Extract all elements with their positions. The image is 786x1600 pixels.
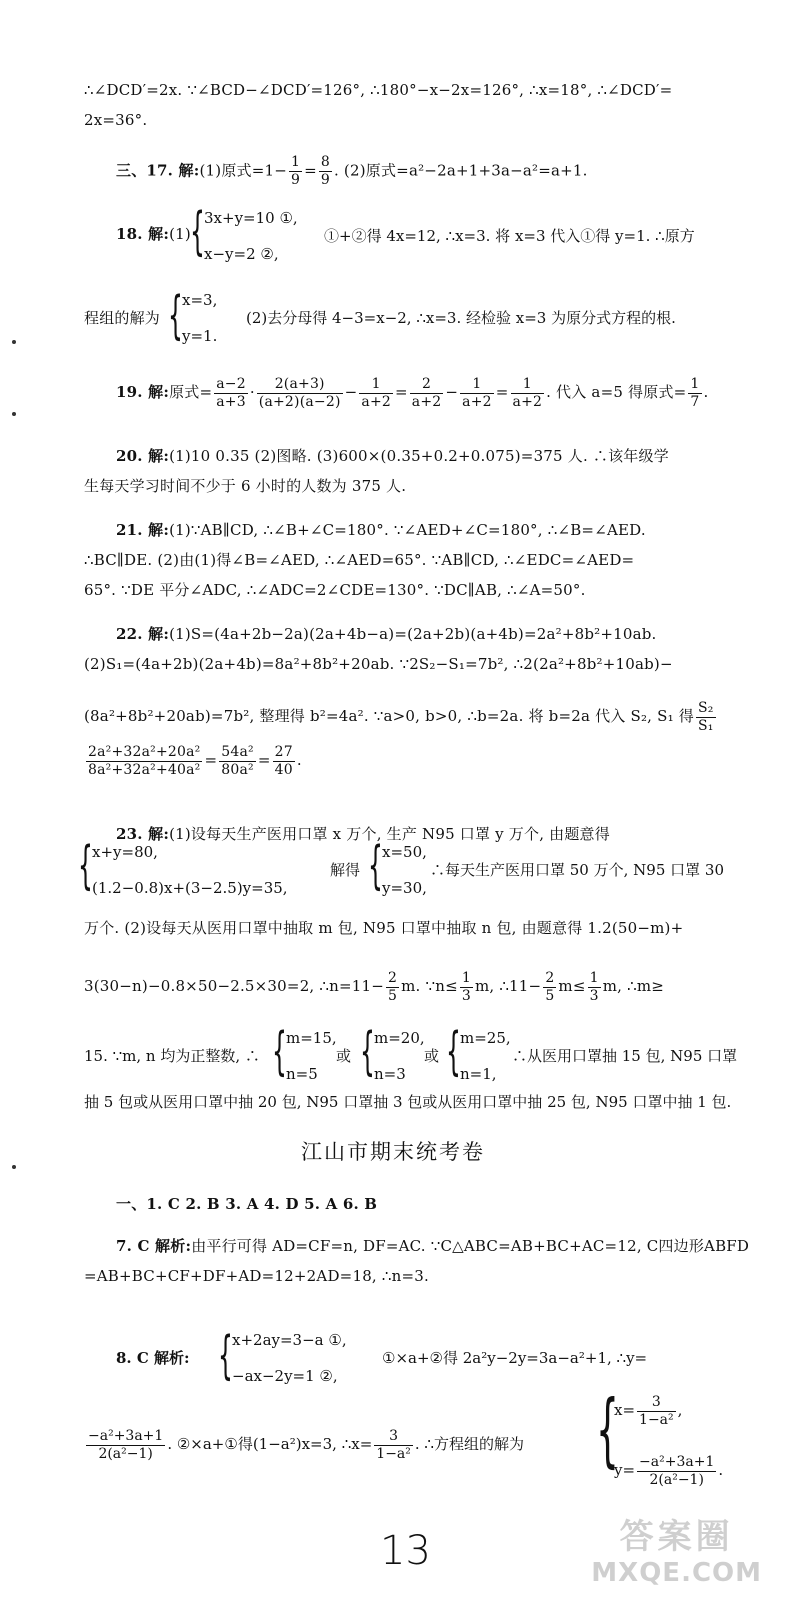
fraction: $\frac{\text{−a²+3a+1}}{\text{2(a²−1)}}$	[88, 1427, 164, 1462]
text-line: 65°. ∵DE 平分∠ADC, ∴∠ADC=2∠CDE=130°. ∵DC∥AB, ∴∠A=50°.	[84, 581, 586, 599]
fraction: $\frac{3}{\text{1−a²}}$	[376, 1427, 411, 1462]
text-line: (2)去分母得 4−3=x−2, ∴x=3. 经检验 x=3 为原分式方程的根.	[246, 309, 676, 327]
text-line: =AB+BC+CF+DF+AD=12+2AD=18, ∴n=3.	[84, 1267, 429, 1285]
system-brace: {	[446, 1022, 461, 1082]
question-label: 18. 解:	[116, 225, 170, 243]
question-label: 20. 解:	[116, 447, 170, 465]
text: =	[204, 751, 218, 769]
text: 15. ∵m, n 均为正整数, ∴	[84, 1047, 260, 1065]
text-line: 程组的解为	[84, 309, 161, 327]
text-line	[84, 966, 756, 1006]
text-line: ∴BC∥DE. (2)由(1)得∠B=∠AED, ∴∠AED=65°. ∵AB∥CD, ∴∠EDC=∠AED=	[84, 551, 635, 569]
question-label: 19. 解:	[116, 383, 170, 401]
text: . ∴方程组的解为	[414, 1435, 524, 1453]
text-line: 万个. (2)设每天从医用口罩中抽取 m 包, N95 口罩中抽取 n 包, 由题意得 1.2(50−m)+	[84, 919, 684, 937]
section-label: 一、	[116, 1195, 147, 1213]
equation: m=20,	[374, 1029, 425, 1047]
equation: m=15,	[286, 1029, 337, 1047]
margin-dot	[12, 412, 16, 416]
text: =	[395, 383, 408, 401]
equation: n=3	[374, 1065, 406, 1083]
text: =	[257, 751, 271, 769]
question-19	[116, 372, 756, 412]
margin-dot	[12, 340, 16, 344]
question-7	[116, 1236, 756, 1256]
system-brace: {	[168, 286, 183, 346]
text: .	[703, 383, 709, 401]
system-brace: {	[596, 1383, 619, 1476]
text: (1)S=(4a+2b−2a)(2a+4b−a)=(2a+2b)(a+4b)=2a²+8b²+10ab.	[169, 625, 657, 643]
equation: x=50,	[382, 843, 427, 861]
text: −	[344, 383, 358, 401]
section-title: 江山市期末统考卷	[301, 1140, 485, 1164]
fraction: $\frac{1}{7}$	[690, 375, 700, 410]
watermark-logo: 答案圈 MXQE.COM	[591, 1517, 762, 1588]
question-label: 22. 解:	[116, 625, 170, 643]
text: 解得	[330, 861, 361, 879]
system-brace: {	[360, 1022, 375, 1082]
text: . ②×a+①得(1−a²)x=3, ∴x=	[167, 1435, 373, 1453]
text: 或	[336, 1047, 352, 1065]
equation: x+2ay=3−a ①,	[232, 1331, 347, 1349]
system-brace: {	[272, 1022, 287, 1082]
text: 由平行可得 AD=CF=n, DF=AC. ∵C△ABC=AB+BC+AC=12, C四边形ABFD	[191, 1237, 750, 1255]
mc-answers	[116, 1194, 756, 1214]
text: 3(30−n)−0.8×50−2.5×30=2, ∴n=11−	[84, 977, 384, 995]
fraction: $\frac{27}{40}$	[274, 743, 293, 778]
text-line	[84, 1424, 524, 1464]
text: ·	[249, 383, 255, 401]
question-label: 三、17. 解:	[116, 161, 200, 180]
text: 或	[424, 1047, 440, 1065]
text-line	[84, 696, 756, 736]
question-20	[116, 446, 756, 466]
text: 原式=	[169, 383, 213, 401]
equation: x+y=80,	[92, 843, 158, 861]
question-22	[116, 624, 756, 644]
equation: −ax−2y=1 ②,	[232, 1367, 338, 1385]
text: (1)10 0.35 (2)图略. (3)600×(0.35+0.2+0.075)=375 人. ∴该年级学	[169, 447, 669, 465]
equation: x−y=2 ②,	[204, 245, 279, 263]
answers: 1. C 2. B 3. A 4. D 5. A 6. B	[146, 1195, 378, 1213]
text-line: 生每天学习时间不少于 6 小时的人数为 375 人.	[84, 477, 407, 495]
system-brace: {	[190, 202, 205, 262]
fraction: $\frac{\text{54a²}}{\text{80a²}}$	[221, 743, 254, 778]
system-brace: {	[368, 836, 383, 896]
text: . 代入 a=5 得原式=	[546, 383, 687, 401]
text-line: ①×a+②得 2a²y−2y=3a−a²+1, ∴y=	[382, 1349, 648, 1367]
text-line: ∴∠DCD′=2x. ∵∠BCD−∠DCD′=126°, ∴180°−x−2x=126°, ∴x=18°, ∴∠DCD′=	[84, 81, 673, 99]
fraction: $\frac{8}{9}$	[320, 154, 330, 188]
page-number: 13	[380, 1528, 431, 1574]
fraction: $\frac{1}{3}$	[589, 969, 599, 1004]
equation: x= $\frac{3}{\text{1−a²}}$ ,	[614, 1393, 683, 1428]
equation: m=25,	[460, 1029, 511, 1047]
question-23	[116, 824, 756, 844]
fraction: $\frac{a-2}{a+3}$	[216, 375, 246, 410]
text-line: (2)S₁=(4a+2b)(2a+4b)=8a²+8b²+20ab. ∵2S₂−S₁=7b², ∴2(2a²+8b²+10ab)−	[84, 655, 673, 673]
text: .	[296, 751, 302, 769]
text: (1)∵AB∥CD, ∴∠B+∠C=180°. ∵∠AED+∠C=180°, ∴∠B=∠AED.	[169, 521, 646, 539]
fraction: $\frac{1}{a+2}$	[512, 375, 543, 410]
equation: 3x+y=10 ①,	[204, 209, 298, 227]
text-line: ∴每天生产医用口罩 50 万个, N95 口罩 30	[430, 861, 724, 879]
fraction: $\frac{\text{−a²+3a+1}}{\text{2(a²−1)}}$	[639, 1453, 715, 1488]
text: m≤	[558, 977, 586, 995]
equation: n=5	[286, 1065, 318, 1083]
question-label: 21. 解:	[116, 521, 170, 539]
fraction: $\frac{2}{a+2}$	[411, 375, 442, 410]
fraction: $\frac{1}{9}$	[291, 154, 301, 188]
fraction: $\frac{2}{5}$	[545, 969, 555, 1004]
text: m, ∴11−	[474, 977, 542, 995]
text: (1)设每天生产医用口罩 x 万个, 生产 N95 口罩 y 万个, 由题意得	[169, 825, 610, 843]
text: =	[304, 161, 317, 180]
question-label: 7. C 解析:	[116, 1237, 192, 1255]
text-line	[84, 740, 756, 780]
fraction: $\frac{1}{a+2}$	[462, 375, 492, 410]
fraction: $\frac{2}{5}$	[388, 969, 398, 1004]
question-label: 8. C 解析:	[116, 1349, 190, 1367]
fraction: $\frac{1}{a+2}$	[361, 375, 391, 410]
text-line: ∴从医用口罩抽 15 包, N95 口罩	[512, 1047, 738, 1065]
fraction: $\frac{\text{S₂}}{\text{S₁}}$	[697, 699, 714, 734]
equation: (1.2−0.8)x+(3−2.5)y=35,	[92, 879, 288, 897]
equation: y=1.	[182, 327, 218, 345]
equation: y=30,	[382, 879, 427, 897]
system-brace: {	[78, 836, 93, 896]
text: (8a²+8b²+20ab)=7b², 整理得 b²=4a². ∵a>0, b>0, ∴b=2a. 将 b=2a 代入 S₂, S₁ 得	[84, 707, 694, 725]
equation: x=3,	[182, 291, 218, 309]
equation: n=1,	[460, 1065, 497, 1083]
text: m, ∴m≥	[602, 977, 665, 995]
fraction: $\frac{\text{2a²+32a²+20a²}}{\text{8a²+32a²+40a²}}$	[88, 743, 201, 778]
question-21	[116, 520, 756, 540]
question-17	[116, 154, 756, 189]
text: m. ∵n≤	[401, 977, 458, 995]
fraction: $\frac{1}{3}$	[461, 969, 471, 1004]
equation: y= $\frac{\text{−a²+3a+1}}{\text{2(a²−1)}}$ .	[614, 1453, 724, 1488]
system-brace: {	[218, 1326, 233, 1386]
text-line: ①+②得 4x=12, ∴x=3. 将 x=3 代入①得 y=1. ∴原方	[324, 227, 695, 245]
text: −	[445, 383, 459, 401]
text: . (2)原式=a²−2a+1+3a−a²=a+1.	[334, 161, 588, 180]
fraction: $\frac{3}{\text{1−a²}}$	[639, 1393, 674, 1428]
text-line: 抽 5 包或从医用口罩中抽 20 包, N95 口罩抽 3 包或从医用口罩中抽 25 包, N95 口罩中抽 1 包.	[84, 1093, 732, 1111]
fraction: $\frac{2(a+3)}{(a+2)(a-2)}$	[258, 375, 341, 410]
question-label: 23. 解:	[116, 825, 170, 843]
text-line: 2x=36°.	[84, 111, 148, 129]
text: (1)原式=1−	[199, 161, 287, 180]
text: (1)	[169, 225, 191, 243]
text: =	[495, 383, 509, 401]
